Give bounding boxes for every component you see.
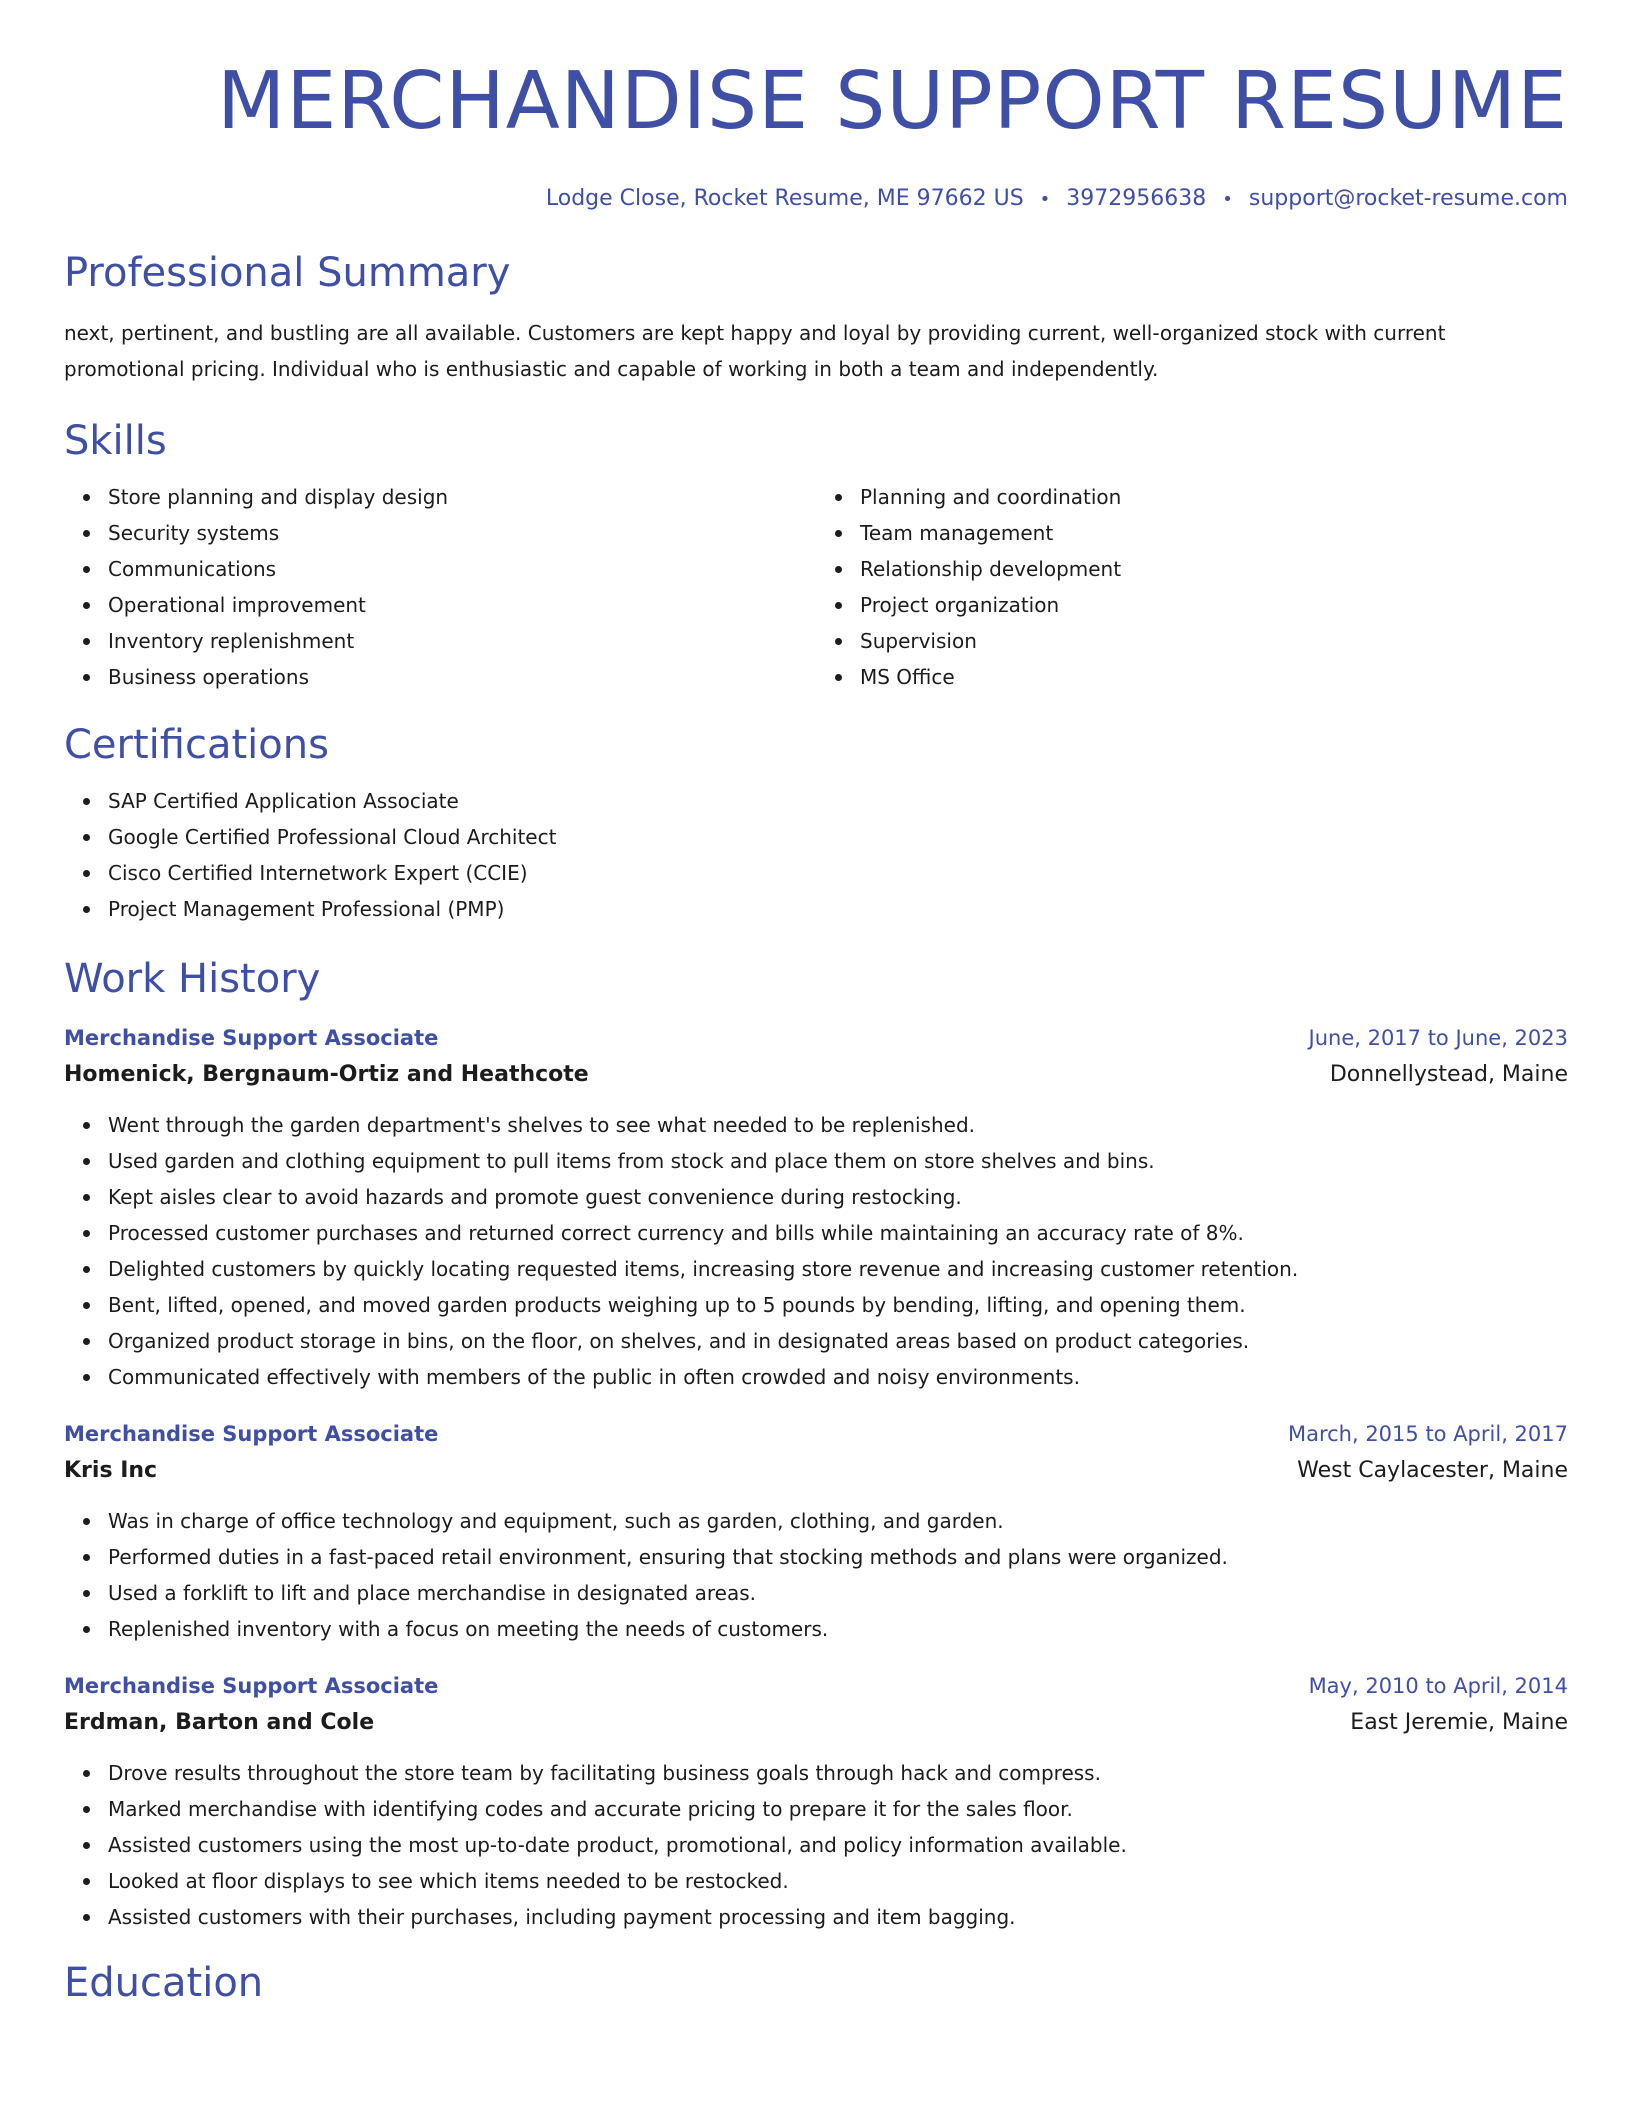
- skill-item: Relationship development: [860, 551, 1568, 587]
- job-bullet: Used a forklift to lift and place merchandise in designated areas.: [108, 1575, 1568, 1611]
- job-entry: [64, 1671, 1568, 1935]
- skill-item: Planning and coordination: [860, 479, 1568, 515]
- phone: 3972956638: [1066, 186, 1207, 211]
- skill-item: Team management: [860, 515, 1568, 551]
- certification-item: Project Management Professional (PMP): [108, 891, 1568, 927]
- certifications-list: [64, 783, 1568, 927]
- job-bullet: Assisted customers using the most up-to-date product, promotional, and policy information available.: [108, 1827, 1568, 1863]
- contact-separator: •: [1039, 189, 1051, 210]
- job-bullet: Was in charge of office technology and equipment, such as garden, clothing, and garden.: [108, 1503, 1568, 1539]
- job-bullet: Assisted customers with their purchases, including payment processing and item bagging.: [108, 1899, 1568, 1935]
- skill-item: Supervision: [860, 623, 1568, 659]
- job-company: Kris Inc: [64, 1458, 158, 1483]
- job-role: Merchandise Support Associate: [64, 1422, 439, 1446]
- job-location: East Jeremie, Maine: [1350, 1710, 1568, 1735]
- section-title-education: Education: [64, 1960, 264, 2006]
- section-title-skills: Skills: [64, 418, 167, 464]
- email: support@rocket-resume.com: [1248, 186, 1568, 211]
- certification-item: SAP Certified Application Associate: [108, 783, 1568, 819]
- certification-item: Cisco Certified Internetwork Expert (CCIE): [108, 855, 1568, 891]
- job-bullet: Performed duties in a fast-paced retail environment, ensuring that stocking methods and plans were organized.: [108, 1539, 1568, 1575]
- job-bullet: Looked at floor displays to see which items needed to be restocked.: [108, 1863, 1568, 1899]
- job-bullet: Used garden and clothing equipment to pull items from stock and place them on store shelves and bins.: [108, 1143, 1568, 1179]
- certification-item: Google Certified Professional Cloud Architect: [108, 819, 1568, 855]
- job-header: [64, 1023, 1568, 1053]
- job-header: [64, 1419, 1568, 1449]
- section-title-certifications: Certifications: [64, 722, 329, 768]
- skill-item: MS Office: [860, 659, 1568, 695]
- address: Lodge Close, Rocket Resume, ME 97662 US: [545, 186, 1024, 211]
- section-title-work-history: Work History: [64, 956, 321, 1002]
- job-bullet: Replenished inventory with a focus on meeting the needs of customers.: [108, 1611, 1568, 1647]
- section-title-summary: Professional Summary: [64, 250, 511, 296]
- job-bullets: [64, 1503, 1568, 1647]
- job-bullet: Kept aisles clear to avoid hazards and promote guest convenience during restocking.: [108, 1179, 1568, 1215]
- summary-text: next, pertinent, and bustling are all available. Customers are kept happy and loyal by providing current, well-organized stock with current promotional pricing. Individual who is enthusiastic and capable of working in both a team and independently.: [64, 321, 1446, 381]
- contact-line: [64, 184, 1568, 215]
- contact-separator: •: [1222, 189, 1233, 210]
- job-bullet: Marked merchandise with identifying codes and accurate pricing to prepare it for the sales floor.: [108, 1791, 1568, 1827]
- skill-item: Security systems: [108, 515, 816, 551]
- skill-item: Inventory replenishment: [108, 623, 816, 659]
- job-bullet: Processed customer purchases and returned correct currency and bills while maintaining an accuracy rate of 8%.: [108, 1215, 1568, 1251]
- job-company: Homenick, Bergnaum-Ortiz and Heathcote: [64, 1062, 589, 1087]
- job-bullet: Bent, lifted, opened, and moved garden products weighing up to 5 pounds by bending, lifting, and opening them.: [108, 1287, 1568, 1323]
- skill-item: Store planning and display design: [108, 479, 816, 515]
- skill-item: Communications: [108, 551, 816, 587]
- job-header: [64, 1671, 1568, 1701]
- job-dates: May, 2010 to April, 2014: [1308, 1674, 1568, 1698]
- job-subheader: [64, 1059, 1568, 1091]
- skills-columns: [64, 479, 1568, 695]
- skill-item: Operational improvement: [108, 587, 816, 623]
- job-location: West Caylacester, Maine: [1297, 1458, 1568, 1483]
- job-bullet: Communicated effectively with members of the public in often crowded and noisy environments.: [108, 1359, 1568, 1395]
- job-bullets: [64, 1107, 1568, 1395]
- job-subheader: [64, 1707, 1568, 1739]
- job-dates: June, 2017 to June, 2023: [1308, 1026, 1568, 1050]
- job-bullets: [64, 1755, 1568, 1935]
- job-bullet: Drove results throughout the store team by facilitating business goals through hack and compress.: [108, 1755, 1568, 1791]
- skill-item: Project organization: [860, 587, 1568, 623]
- job-role: Merchandise Support Associate: [64, 1674, 439, 1698]
- job-company: Erdman, Barton and Cole: [64, 1710, 375, 1735]
- job-location: Donnellystead, Maine: [1329, 1062, 1568, 1087]
- job-bullet: Delighted customers by quickly locating requested items, increasing store revenue and increasing customer retention.: [108, 1251, 1568, 1287]
- job-bullet: Organized product storage in bins, on the floor, on shelves, and in designated areas based on product categories.: [108, 1323, 1568, 1359]
- job-role: Merchandise Support Associate: [64, 1026, 439, 1050]
- job-entry: [64, 1419, 1568, 1647]
- job-entry: [64, 1023, 1568, 1395]
- job-bullet: Went through the garden department's shelves to see what needed to be replenished.: [108, 1107, 1568, 1143]
- skills-list-left: [64, 479, 816, 695]
- skill-item: Business operations: [108, 659, 816, 695]
- resume-title: MERCHANDISE SUPPORT RESUME: [217, 55, 1568, 147]
- job-subheader: [64, 1455, 1568, 1487]
- job-dates: March, 2015 to April, 2017: [1287, 1422, 1568, 1446]
- skills-list-right: [816, 479, 1568, 695]
